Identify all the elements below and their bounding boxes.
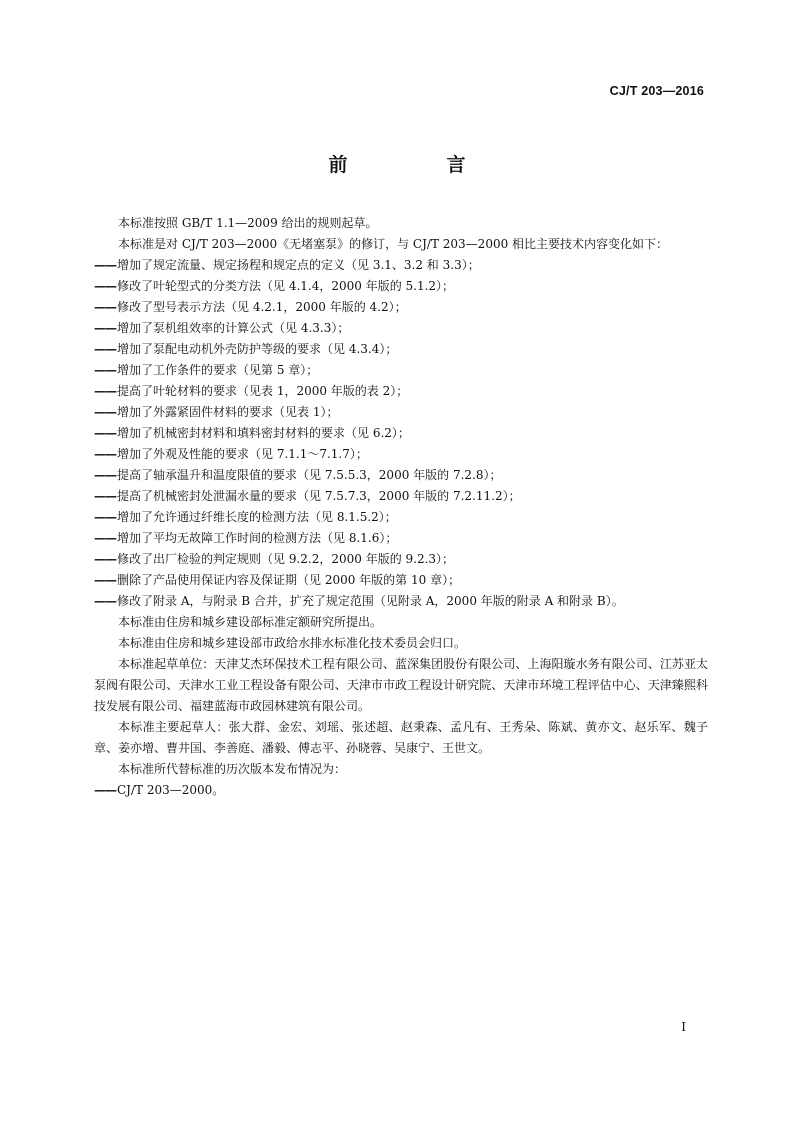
drafting-units-paragraph: 本标准起草单位：天津艾杰环保技术工程有限公司、蓝深集团股份有限公司、上海阳璇水务有限公司、江苏亚太泵阀有限公司、天津水工业工程设备有限公司、天津市市政工程设计研究院、天津市环境工程评估中心、天津臻熙科技发展有限公司、福建蓝海市政园林建筑有限公司。 <box>94 657 708 713</box>
change-item-text: 删除了产品使用保证内容及保证期（见 2000 年版的第 10 章）； <box>117 573 461 587</box>
dash-mark: —— <box>94 510 116 524</box>
change-item <box>94 318 708 339</box>
change-item-text: 提高了叶轮材料的要求（见表 1，2000 年版的表 2）； <box>117 384 409 398</box>
change-item-text: 增加了泵机组效率的计算公式（见 4.3.3）； <box>117 321 350 335</box>
dash-mark: —— <box>94 552 116 566</box>
change-item-text: 增加了外露紧固件材料的要求（见表 1）； <box>117 405 339 419</box>
dash-mark: —— <box>94 300 116 314</box>
change-item-text: 提高了轴承温升和温度限值的要求（见 7.5.5.3，2000 年版的 7.2.8）； <box>117 468 502 482</box>
paragraph: 本标准按照 GB/T 1.1—2009 给出的规则起草。 <box>118 216 378 230</box>
change-item <box>94 255 708 276</box>
dash-mark: —— <box>94 405 116 419</box>
change-item-text: 增加了规定流量、规定扬程和规定点的定义（见 3.1、3.2 和 3.3）； <box>117 258 480 272</box>
change-item <box>94 276 708 297</box>
change-item <box>94 507 708 528</box>
dash-mark: —— <box>94 783 116 797</box>
change-item <box>94 486 708 507</box>
change-item-text: 增加了机械密封材料和填料密封材料的要求（见 6.2）； <box>117 426 410 440</box>
change-item-text: 增加了平均无故障工作时间的检测方法（见 8.1.6）； <box>117 531 398 545</box>
change-item <box>94 402 708 423</box>
change-item-text: 修改了出厂检验的判定规则（见 9.2.2，2000 年版的 9.2.3）； <box>117 552 455 566</box>
dash-mark: —— <box>94 594 116 608</box>
change-item <box>94 570 708 591</box>
dash-mark: —— <box>94 573 116 587</box>
change-item-text: 修改了型号表示方法（见 4.2.1，2000 年版的 4.2）； <box>117 300 407 314</box>
drafters-paragraph: 本标准主要起草人：张大群、金宏、刘瑶、张述超、赵秉森、孟凡有、王秀朵、陈斌、黄亦文、赵乐军、魏子章、姜亦增、曹井国、李善庭、潘毅、傅志平、孙晓蓉、吴康宁、王世文。 <box>94 720 708 755</box>
change-item-text: 增加了外观及性能的要求（见 7.1.1～7.1.7）； <box>117 447 368 461</box>
dash-mark: —— <box>94 447 116 461</box>
standard-code: CJ/T 203—2016 <box>609 84 704 98</box>
change-item <box>94 423 708 444</box>
dash-mark: —— <box>94 321 116 335</box>
dash-mark: —— <box>94 279 116 293</box>
dash-mark: —— <box>94 531 116 545</box>
history-item-text: CJ/T 203—2000。 <box>117 783 225 797</box>
change-item <box>94 339 708 360</box>
change-item <box>94 591 708 612</box>
change-item-text: 增加了泵配电动机外壳防护等级的要求（见 4.3.4）； <box>117 342 398 356</box>
history-item <box>94 780 708 801</box>
change-item-text: 修改了附录 A，与附录 B 合并，扩充了规定范围（见附录 A，2000 年版的附录 A 和附录 B）。 <box>117 594 624 608</box>
dash-mark: —— <box>94 384 116 398</box>
change-item <box>94 549 708 570</box>
change-item <box>94 360 708 381</box>
page-number: I <box>681 1020 686 1034</box>
change-item <box>94 444 708 465</box>
change-item <box>94 465 708 486</box>
change-item-text: 提高了机械密封处泄漏水量的要求（见 7.5.7.3，2000 年版的 7.2.11.2）； <box>117 489 521 503</box>
change-item <box>94 528 708 549</box>
dash-mark: —— <box>94 468 116 482</box>
dash-mark: —— <box>94 363 116 377</box>
dash-mark: —— <box>94 426 116 440</box>
dash-mark: —— <box>94 258 116 272</box>
change-item <box>94 297 708 318</box>
foreword-body <box>94 213 708 801</box>
change-item-text: 增加了工作条件的要求（见第 5 章）； <box>117 363 319 377</box>
paragraph: 本标准是对 CJ/T 203—2000《无堵塞泵》的修订，与 CJ/T 203—2000 相比主要技术内容变化如下： <box>118 237 669 251</box>
paragraph: 本标准由住房和城乡建设部市政给水排水标准化技术委员会归口。 <box>118 636 467 650</box>
paragraph: 本标准由住房和城乡建设部标准定额研究所提出。 <box>118 615 383 629</box>
page-title: 前 言 <box>328 154 506 176</box>
dash-mark: —— <box>94 489 116 503</box>
change-item <box>94 381 708 402</box>
change-item-text: 增加了允许通过纤维长度的检测方法（见 8.1.5.2）； <box>117 510 397 524</box>
change-item-text: 修改了叶轮型式的分类方法（见 4.1.4，2000 年版的 5.1.2）； <box>117 279 455 293</box>
dash-mark: —— <box>94 342 116 356</box>
paragraph: 本标准所代替标准的历次版本发布情况为： <box>118 762 347 776</box>
